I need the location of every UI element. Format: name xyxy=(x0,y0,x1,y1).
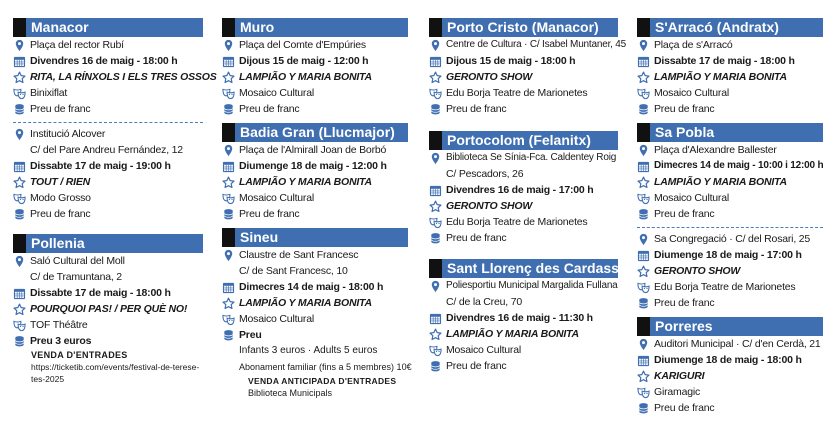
column-4 xyxy=(637,18,823,416)
calendar-icon xyxy=(222,281,235,294)
company: Mosaico Cultural xyxy=(222,190,408,206)
show-title: GERONTO SHOW xyxy=(429,69,618,85)
show-title: GERONTO SHOW xyxy=(429,198,618,214)
company: Mosaico Cultural xyxy=(429,342,618,358)
town-header: Sa Pobla xyxy=(637,123,823,142)
column-3 xyxy=(429,18,633,374)
date: Diumenge 18 de maig - 17:00 h xyxy=(637,247,823,263)
coins-icon xyxy=(429,103,442,116)
address: C/ del Pare Andreu Fernández, 12 xyxy=(30,144,183,156)
venue: Auditori Municipal · C/ d'en Cerdà, 21 xyxy=(637,336,823,352)
calendar-icon xyxy=(222,55,235,68)
calendar-icon xyxy=(222,160,235,173)
price-family: Abonament familiar (fins a 5 membres) 10€ xyxy=(239,362,412,372)
star-icon xyxy=(222,297,235,310)
date: Dimecres 14 de maig - 10:00 i 12:00 h xyxy=(637,158,823,174)
price: Preu 3 euros xyxy=(13,333,203,349)
star-icon xyxy=(429,71,442,84)
location-pin-icon xyxy=(13,39,26,52)
theatre-masks-icon xyxy=(429,87,442,100)
show-title: TOUT / RIEN xyxy=(13,174,203,190)
coins-icon xyxy=(222,329,235,342)
star-icon xyxy=(637,265,650,278)
calendar-icon xyxy=(429,312,442,325)
star-icon xyxy=(222,71,235,84)
company: Edu Borja Teatre de Marionetes xyxy=(429,214,618,230)
coins-icon xyxy=(222,208,235,221)
location-pin-icon xyxy=(222,144,235,157)
location-pin-icon xyxy=(637,338,650,351)
date: Divendres 16 de maig - 18:00 h xyxy=(13,53,203,69)
theatre-masks-icon xyxy=(222,87,235,100)
theatre-masks-icon xyxy=(13,192,26,205)
theatre-masks-icon xyxy=(637,281,650,294)
show-title: LAMPIÃO Y MARIA BONITA xyxy=(637,69,823,85)
venue: Biblioteca Se Sínia-Fca. Caldentey Roig xyxy=(429,150,618,166)
location-pin-icon xyxy=(429,280,442,293)
theatre-masks-icon xyxy=(222,192,235,205)
venue: Plaça de s'Arracó xyxy=(637,37,823,53)
coins-icon xyxy=(637,402,650,415)
price: Preu de franc xyxy=(637,400,823,416)
star-icon xyxy=(13,176,26,189)
company: Mosaico Cultural xyxy=(637,85,823,101)
company: Edu Borja Teatre de Marionetes xyxy=(429,85,618,101)
calendar-icon xyxy=(637,55,650,68)
tickets-title: VENDA ANTICIPADA D'ENTRADES xyxy=(248,376,397,386)
venue: Claustre de Sant Francesc xyxy=(222,247,408,263)
location-pin-icon xyxy=(637,144,650,157)
star-icon xyxy=(637,176,650,189)
calendar-icon xyxy=(637,249,650,262)
town-header: S'Arracó (Andratx) xyxy=(637,18,823,37)
tickets-where: Biblioteca Municipals xyxy=(248,388,333,398)
theatre-masks-icon xyxy=(637,192,650,205)
price: Preu de franc xyxy=(222,101,408,117)
company: Mosaico Cultural xyxy=(222,85,408,101)
price: Preu de franc xyxy=(429,358,618,374)
show-title: RITA, LA RÍNXOLS I ELS TRES OSSOS xyxy=(13,69,203,85)
price: Preu de franc xyxy=(13,101,203,117)
tickets-url[interactable]: https://ticketib.com/events/festival-de-terese- xyxy=(31,362,200,372)
date: Dissabte 17 de maig - 18:00 h xyxy=(637,53,823,69)
date: Dissabte 17 de maig - 18:00 h xyxy=(13,285,203,301)
company: Modo Grosso xyxy=(13,190,203,206)
address: C/ Pescadors, 26 xyxy=(446,168,524,180)
town-header: Muro xyxy=(222,18,408,37)
theatre-masks-icon xyxy=(637,386,650,399)
show-title: LAMPIÃO Y MARIA BONITA xyxy=(222,295,408,311)
location-pin-icon xyxy=(637,233,650,246)
company: Edu Borja Teatre de Marionetes xyxy=(637,279,823,295)
show-title: KARIGURI xyxy=(637,368,823,384)
town-header: Pollenia xyxy=(13,234,203,253)
coins-icon xyxy=(429,360,442,373)
town-header: Porreres xyxy=(637,317,823,336)
price-detail: Infants 3 euros · Adults 5 euros xyxy=(239,345,378,356)
venue: Centre de Cultura · C/ Isabel Muntaner, 45 xyxy=(429,37,618,53)
coins-icon xyxy=(13,335,26,348)
theatre-masks-icon xyxy=(429,344,442,357)
calendar-icon xyxy=(13,55,26,68)
show-title: GERONTO SHOW xyxy=(637,263,823,279)
show-title: LAMPIÃO Y MARIA BONITA xyxy=(222,174,408,190)
calendar-icon xyxy=(13,287,26,300)
theatre-masks-icon xyxy=(429,216,442,229)
date: Divendres 16 de maig - 11:30 h xyxy=(429,310,618,326)
price: Preu de franc xyxy=(637,101,823,117)
town-header: Sineu xyxy=(222,228,408,247)
location-pin-icon xyxy=(637,39,650,52)
theatre-masks-icon xyxy=(222,313,235,326)
venue: Plaça d'Alexandre Ballester xyxy=(637,142,823,158)
location-pin-icon xyxy=(13,255,26,268)
company: TOF Théâtre xyxy=(13,317,203,333)
venue: Poliesportiu Municipal Margalida Fullana xyxy=(429,278,618,294)
star-icon xyxy=(429,328,442,341)
price: Preu de franc xyxy=(429,101,618,117)
venue: Plaça de l'Almirall Joan de Borbó xyxy=(222,142,408,158)
divider xyxy=(637,227,823,228)
coins-icon xyxy=(637,103,650,116)
theatre-masks-icon xyxy=(13,319,26,332)
show-title: LAMPIÃO Y MARIA BONITA xyxy=(222,69,408,85)
star-icon xyxy=(13,71,26,84)
company: Giramagic xyxy=(637,384,823,400)
price: Preu de franc xyxy=(13,206,203,222)
town-header: Portocolom (Felanitx) xyxy=(429,131,618,150)
company: Binixiflat xyxy=(13,85,203,101)
star-icon xyxy=(429,200,442,213)
show-title: LAMPIÃO Y MARIA BONITA xyxy=(637,174,823,190)
date: Diumenge 18 de maig - 18:00 h xyxy=(637,352,823,368)
coins-icon xyxy=(637,208,650,221)
date: Dijous 15 de maig - 12:00 h xyxy=(222,53,408,69)
venue: Saló Cultural del Moll xyxy=(13,253,203,269)
divider xyxy=(13,122,203,123)
location-pin-icon xyxy=(13,128,26,141)
column-1 xyxy=(13,18,217,385)
location-pin-icon xyxy=(222,249,235,262)
show-title: POURQUOI PAS! / PER QUÈ NO! xyxy=(13,301,203,317)
calendar-icon xyxy=(637,354,650,367)
coins-icon xyxy=(429,232,442,245)
theatre-masks-icon xyxy=(637,87,650,100)
address: C/ de Sant Francesc, 10 xyxy=(239,265,348,277)
company: Mosaico Cultural xyxy=(637,190,823,206)
coins-icon xyxy=(13,208,26,221)
price: Preu xyxy=(222,327,408,343)
coins-icon xyxy=(222,103,235,116)
address: C/ de la Creu, 70 xyxy=(446,296,522,308)
star-icon xyxy=(13,303,26,316)
star-icon xyxy=(222,176,235,189)
tickets-url-cont[interactable]: tes-2025 xyxy=(31,374,65,384)
town-header: Manacor xyxy=(13,18,203,37)
star-icon xyxy=(637,370,650,383)
date: Diumenge 18 de maig - 12:00 h xyxy=(222,158,408,174)
location-pin-icon xyxy=(429,152,442,165)
location-pin-icon xyxy=(429,39,442,52)
venue: Sa Congregació · C/ del Rosari, 25 xyxy=(637,231,823,247)
date: Dijous 15 de maig - 18:00 h xyxy=(429,53,618,69)
venue: Plaça del rector Rubí xyxy=(13,37,203,53)
price: Preu de franc xyxy=(222,206,408,222)
venue: Institució Alcover xyxy=(13,126,203,142)
town-header: Badia Gran (Llucmajor) xyxy=(222,123,408,142)
calendar-icon xyxy=(13,160,26,173)
town-header: Sant Llorenç des Cardassar xyxy=(429,259,618,278)
location-pin-icon xyxy=(222,39,235,52)
price: Preu de franc xyxy=(637,295,823,311)
coins-icon xyxy=(13,103,26,116)
date: Dimecres 14 de maig - 18:00 h xyxy=(222,279,408,295)
date: Divendres 16 de maig - 17:00 h xyxy=(429,182,618,198)
column-2 xyxy=(222,18,412,399)
tickets-title: VENDA D'ENTRADES xyxy=(31,350,128,360)
theatre-masks-icon xyxy=(13,87,26,100)
date: Dissabte 17 de maig - 19:00 h xyxy=(13,158,203,174)
calendar-icon xyxy=(429,184,442,197)
show-title: LAMPIÃO Y MARIA BONITA xyxy=(429,326,618,342)
price: Preu de franc xyxy=(429,230,618,246)
calendar-icon xyxy=(637,160,650,173)
company: Mosaico Cultural xyxy=(222,311,408,327)
price: Preu de franc xyxy=(637,206,823,222)
star-icon xyxy=(637,71,650,84)
calendar-icon xyxy=(429,55,442,68)
town-header: Porto Cristo (Manacor) xyxy=(429,18,618,37)
venue: Plaça del Comte d'Empúries xyxy=(222,37,408,53)
address: C/ de Tramuntana, 2 xyxy=(30,271,122,283)
coins-icon xyxy=(637,297,650,310)
